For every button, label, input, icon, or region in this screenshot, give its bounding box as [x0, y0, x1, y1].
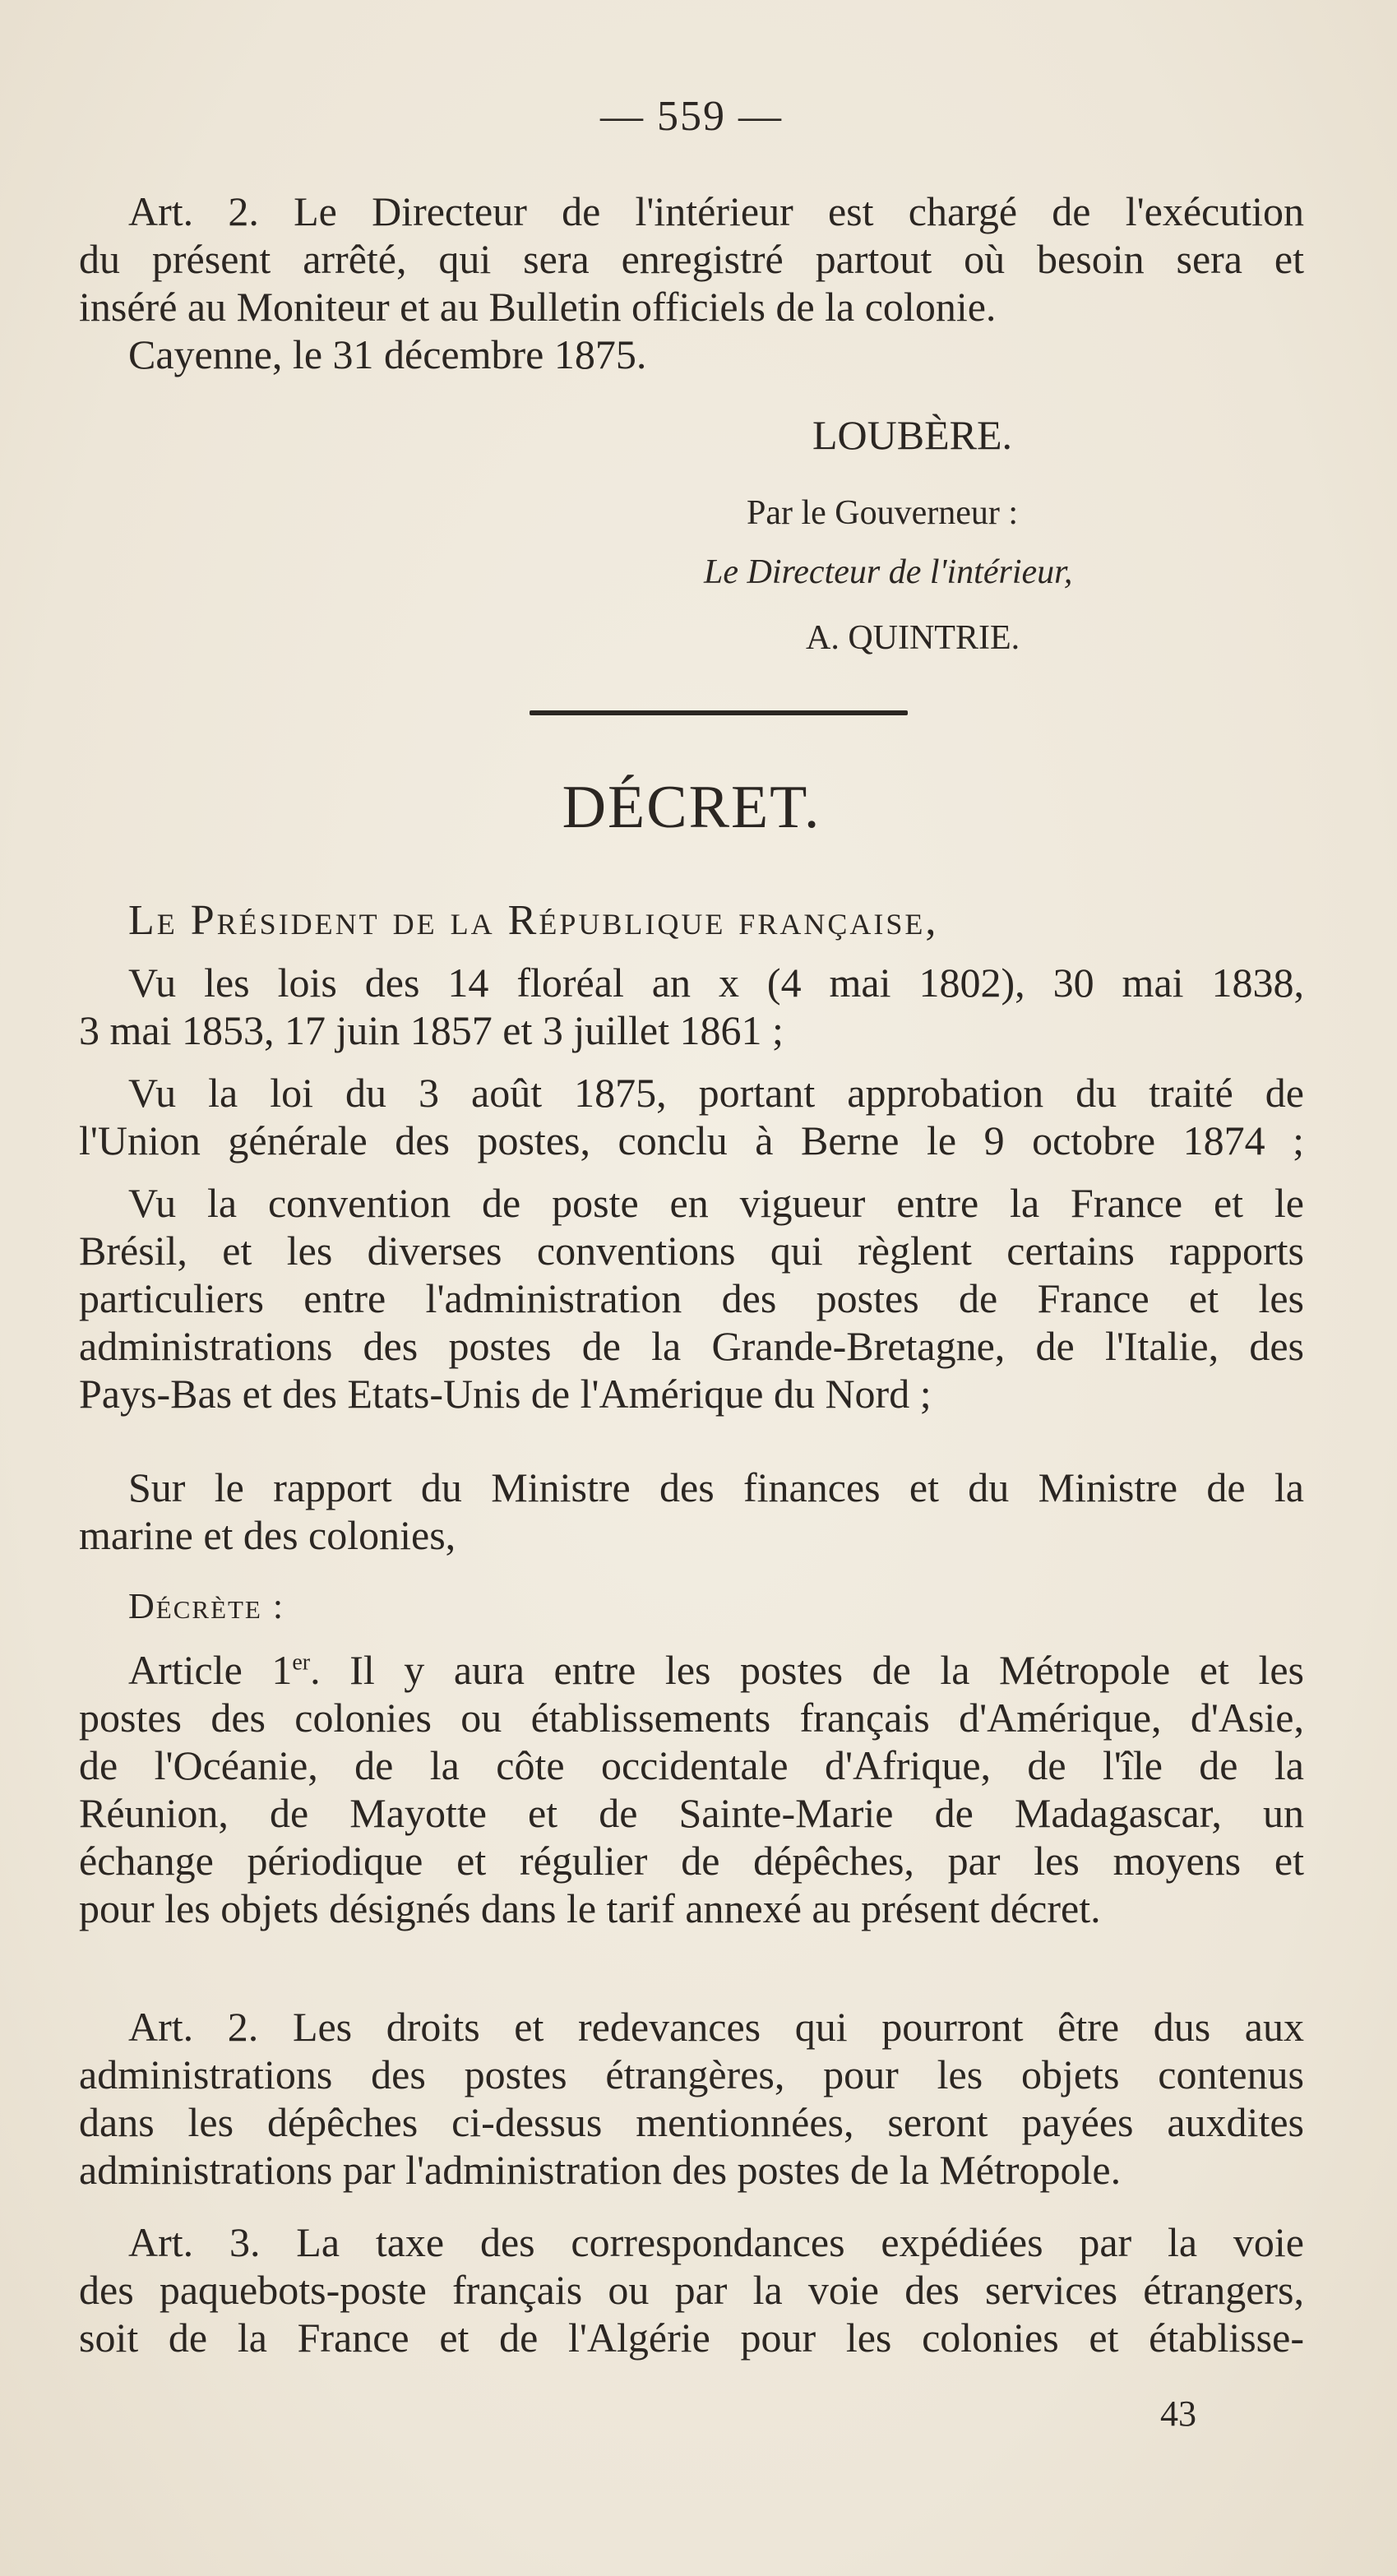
- text-line: Brésil, et les diverses conventions qui règlent certains rapports: [79, 1228, 1304, 1274]
- text-line: dans les dépêches ci-dessus mentionnées, seront payées auxdites: [79, 2099, 1304, 2145]
- text-line: Pays-Bas et des Etats-Unis de l'Amérique du Nord ;: [79, 1371, 932, 1417]
- date-line: Cayenne, le 31 décembre 1875.: [128, 331, 647, 377]
- text-line: Art. 3. La taxe des correspondances expédiées par la voie: [128, 2219, 1304, 2265]
- text-line: du présent arrêté, qui sera enregistré partout où besoin sera et: [79, 236, 1304, 282]
- signature-role: Le Directeur de l'intérieur,: [704, 553, 1073, 591]
- text-line: Vu les lois des 14 floréal an x (4 mai 1802), 30 mai 1838,: [128, 960, 1304, 1006]
- text-line: échange périodique et régulier de dépêches, par les moyens et: [79, 1838, 1304, 1884]
- text-line: Sur le rapport du Ministre des finances et du Ministre de la: [128, 1464, 1304, 1510]
- text-line: de l'Océanie, de la côte occidentale d'Afrique, de l'île de la: [79, 1742, 1304, 1788]
- text-line: Vu la loi du 3 août 1875, portant approbation du traité de: [128, 1070, 1304, 1116]
- vu-lois-paragraph: [79, 959, 1304, 1054]
- text-line: inséré au Moniteur et au Bulletin officiels de la colonie.: [79, 284, 997, 330]
- text-line: postes des colonies ou établissements français d'Amérique, d'Asie,: [79, 1695, 1304, 1741]
- text-line: administrations par l'administration des postes de la Métropole.: [79, 2147, 1122, 2193]
- sur-rapport-paragraph: [79, 1464, 1304, 1559]
- signature-by: Par le Gouverneur :: [747, 494, 1019, 532]
- signature-signer: A. QUINTRIE.: [806, 619, 1020, 657]
- text-line: pour les objets désignés dans le tarif annexé au présent décret.: [79, 1885, 1101, 1931]
- text-line: des paquebots-poste français ou par la voie des services étrangers,: [79, 2267, 1304, 2313]
- text-line: soit de la France et de l'Algérie pour les colonies et établisse-: [79, 2315, 1304, 2361]
- text-line: administrations des postes étrangères, pour les objets contenus: [79, 2051, 1304, 2097]
- decree-title: DÉCRET.: [562, 774, 821, 841]
- text-line: Réunion, de Mayotte et de Sainte-Marie de Madagascar, un: [79, 1790, 1304, 1836]
- art2-paragraph: [79, 187, 1304, 331]
- text-line: Art. 2. Les droits et redevances qui pourront être dus aux: [128, 2004, 1304, 2050]
- vu-loi-paragraph: [79, 1069, 1304, 1164]
- text-line: particuliers entre l'administration des postes de France et les: [79, 1275, 1304, 1321]
- text-line: 3 mai 1853, 17 juin 1857 et 3 juillet 1861 ;: [79, 1007, 784, 1053]
- signature-name: LOUBÈRE.: [812, 412, 1013, 458]
- text-line: Vu la convention de poste en vigueur entre la France et le: [128, 1180, 1304, 1226]
- article-1-paragraph: [79, 1646, 1304, 1932]
- text-line: l'Union générale des postes, conclu à Berne le 9 octobre 1874 ;: [79, 1117, 1304, 1163]
- text-line: [79, 1646, 1304, 1694]
- president-heading: Le Président de la République française,: [128, 897, 939, 944]
- decrete-label: Décrète :: [128, 1586, 285, 1626]
- article-3-paragraph: [79, 2218, 1304, 2361]
- date-paragraph: [79, 331, 1304, 378]
- page-number: — 559 —: [600, 93, 783, 140]
- article-1-rest: . Il y aura entre les postes de la Métropole et les: [310, 1647, 1304, 1693]
- article-1-label: Article 1: [128, 1647, 293, 1693]
- text-line: marine et des colonies,: [79, 1512, 456, 1558]
- separator-rule: [530, 710, 908, 715]
- text-line: Art. 2. Le Directeur de l'intérieur est chargé de l'exécution: [128, 188, 1304, 234]
- vu-convention-paragraph: [79, 1179, 1304, 1417]
- text-line: administrations des postes de la Grande-Bretagne, de l'Italie, des: [79, 1323, 1304, 1369]
- article-1-sup: er: [292, 1649, 311, 1676]
- article-2-paragraph: [79, 2003, 1304, 2194]
- signature-mark: 43: [1160, 2393, 1196, 2434]
